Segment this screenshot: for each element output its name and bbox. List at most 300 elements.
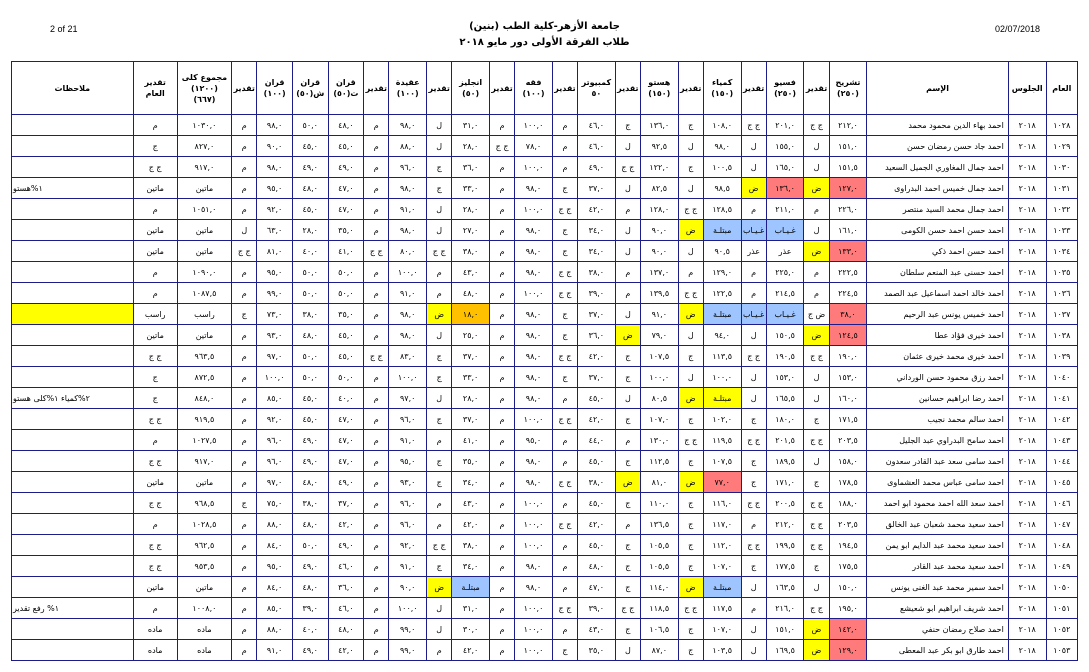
table-cell: ٣٤,٠ <box>578 220 616 241</box>
table-cell: م <box>364 409 389 430</box>
table-cell: ماتين <box>133 241 177 262</box>
table-cell: ٤٨,٠ <box>292 178 328 199</box>
table-cell: ١٦٥,٥ <box>766 388 804 409</box>
table-cell: ج <box>615 493 640 514</box>
table-cell: ٩٨,٠ <box>257 157 293 178</box>
table-cell: ٤١,٠ <box>328 241 364 262</box>
table-cell: ٩٨,٠ <box>515 367 553 388</box>
table-cell: ٤٨,٠ <box>328 619 364 640</box>
table-cell: م <box>489 640 514 661</box>
table-cell: ٢٢٢,٥ <box>829 262 867 283</box>
column-header: تقدير العام <box>133 62 177 115</box>
table-cell: ج <box>552 304 577 325</box>
table-cell: ٤١,٠ <box>452 430 490 451</box>
table-cell: ١٠٧,٠ <box>640 409 678 430</box>
table-cell: ٩٣,٠ <box>257 325 293 346</box>
table-cell: ٢١٤,٥ <box>766 283 804 304</box>
table-cell: ١٠٣٨ <box>1046 325 1077 346</box>
table-cell: ٤٠,٠ <box>292 619 328 640</box>
table-cell: ل <box>427 220 452 241</box>
table-cell: م <box>232 430 257 451</box>
table-cell: ٩٥,٠ <box>257 262 293 283</box>
table-cell: ٩٦,٠ <box>257 430 293 451</box>
table-cell: ج ج <box>678 598 703 619</box>
table-cell: غـيـاب <box>741 220 766 241</box>
table-cell: ٤٦,٠ <box>578 115 616 136</box>
table-cell: ٩٨,٠ <box>389 304 427 325</box>
table-cell: م <box>232 346 257 367</box>
table-cell: م <box>364 367 389 388</box>
notes-cell: ١% رفع تقدير <box>12 598 134 619</box>
table-cell: ٢١٢,٠ <box>829 115 867 136</box>
table-cell: راسب <box>133 304 177 325</box>
table-cell: ١٥٣,٠ <box>766 367 804 388</box>
table-cell: ١١٧,٥ <box>703 598 741 619</box>
table-cell: ٩٨,٠ <box>515 262 553 283</box>
table-cell: ماتين <box>177 577 232 598</box>
table-cell: م <box>741 283 766 304</box>
table-cell: ٩٧,٠ <box>389 388 427 409</box>
table-cell: ض <box>741 178 766 199</box>
table-cell: ٥٠,٠ <box>292 283 328 304</box>
table-cell: ج <box>741 451 766 472</box>
table-cell: ٩٨,٠ <box>515 304 553 325</box>
table-cell: ل <box>427 199 452 220</box>
table-cell: ض <box>804 325 829 346</box>
table-cell: ١٠٠,٠ <box>515 157 553 178</box>
table-cell: ٩٠,٠ <box>640 241 678 262</box>
table-cell: م <box>552 556 577 577</box>
notes-cell <box>12 241 134 262</box>
table-cell: ج ج <box>615 157 640 178</box>
report-date: 02/07/2018 <box>994 24 1040 34</box>
table-cell: ج <box>615 556 640 577</box>
table-cell: م <box>489 262 514 283</box>
table-cell: ج ج <box>133 346 177 367</box>
table-cell: ل <box>615 220 640 241</box>
student-name-cell: احمد جمال محمد السيد منتصر <box>867 199 1009 220</box>
table-cell: ل <box>804 367 829 388</box>
table-cell: م <box>232 451 257 472</box>
table-cell: ١٠٢,٠ <box>703 409 741 430</box>
notes-cell: ٢%كمياء ١%كلى هستو <box>12 388 134 409</box>
table-cell: ١٠٤٣ <box>1046 430 1077 451</box>
table-cell: ١٠٠,٠ <box>389 262 427 283</box>
table-cell: ج <box>615 409 640 430</box>
table-cell: ١٥٠,٥ <box>766 325 804 346</box>
table-cell: ٩٨,٠ <box>515 241 553 262</box>
table-cell: ٤٩,٠ <box>292 451 328 472</box>
table-cell: ٩٨,٠ <box>515 388 553 409</box>
table-cell: ج ج <box>804 598 829 619</box>
table-cell: ج <box>615 619 640 640</box>
table-cell: ١٠٠,٠ <box>389 367 427 388</box>
table-cell: ج <box>552 325 577 346</box>
table-cell: ج ج <box>133 409 177 430</box>
table-cell: ج ج <box>804 514 829 535</box>
table-cell: ماده <box>177 619 232 640</box>
table-cell: ج <box>427 157 452 178</box>
table-cell: غـيـاب <box>741 304 766 325</box>
student-name-cell: احمد حسن احمد ذكي <box>867 241 1009 262</box>
table-cell: ١٠٤٧ <box>1046 514 1077 535</box>
table-cell: ١٢٩,٠ <box>703 262 741 283</box>
table-cell: م <box>427 262 452 283</box>
table-cell: ج <box>427 178 452 199</box>
grades-table <box>11 61 1078 661</box>
table-cell: م <box>552 115 577 136</box>
student-name-cell: احمد سمير محمد عبد الغنى يونس <box>867 577 1009 598</box>
table-cell: م <box>615 283 640 304</box>
table-cell: ماتين <box>133 178 177 199</box>
table-cell: ٨٠,٥ <box>640 388 678 409</box>
column-header: الإسم <box>867 62 1009 115</box>
table-cell: ض <box>804 619 829 640</box>
table-cell: ٢٠١٨ <box>1008 241 1046 262</box>
notes-cell <box>12 346 134 367</box>
table-cell: غـيـاب <box>766 304 804 325</box>
table-cell: م <box>741 514 766 535</box>
notes-cell <box>12 367 134 388</box>
table-cell: م <box>364 451 389 472</box>
table-cell: ٢٠١٨ <box>1008 430 1046 451</box>
table-cell: ٤٢,٠ <box>328 514 364 535</box>
report-title: جامعة الأزهر-كلية الطب (بنين) <box>469 21 620 32</box>
table-cell: ٩٨,٠ <box>515 577 553 598</box>
table-cell: م <box>552 535 577 556</box>
table-cell: ٤٦,٠ <box>328 556 364 577</box>
table-cell: ج ج <box>427 535 452 556</box>
column-header: قران ش(٥٠) <box>292 62 328 115</box>
table-cell: ١٩٩,٥ <box>766 535 804 556</box>
table-cell: ج ج <box>615 598 640 619</box>
column-header: تقدير <box>741 62 766 115</box>
table-cell: ل <box>678 241 703 262</box>
table-cell: ١٠٤٦ <box>1046 493 1077 514</box>
table-cell: ٩٠,٠ <box>640 220 678 241</box>
table-cell: ١٠٤٠ <box>1046 367 1077 388</box>
table-cell: ج <box>678 157 703 178</box>
table-cell: م <box>615 514 640 535</box>
table-cell: ٩٨,٠ <box>389 220 427 241</box>
notes-cell <box>12 157 134 178</box>
table-cell: ٤٩,٠ <box>292 556 328 577</box>
table-cell: ١٠٠,٠ <box>515 115 553 136</box>
table-cell: ج <box>552 241 577 262</box>
column-header: تقدير <box>804 62 829 115</box>
notes-cell <box>12 577 134 598</box>
table-cell: م <box>489 178 514 199</box>
table-cell: ج ج <box>489 136 514 157</box>
table-cell: ماتين <box>177 241 232 262</box>
table-cell: ١١٩,٥ <box>703 430 741 451</box>
table-cell: ٩١,٠ <box>389 199 427 220</box>
table-cell: ٩٥٣,٥ <box>177 556 232 577</box>
student-name-cell: احمد حسن احمد حسن الكومى <box>867 220 1009 241</box>
table-cell: ٨٠,٠ <box>389 241 427 262</box>
table-cell: ٣٧,٠ <box>578 304 616 325</box>
table-cell: ج <box>427 409 452 430</box>
table-cell: م <box>232 388 257 409</box>
table-cell: م <box>489 577 514 598</box>
table-cell: ج <box>804 409 829 430</box>
table-cell: ل <box>804 451 829 472</box>
table-cell: م <box>427 640 452 661</box>
table-cell: ١٠٠,٠ <box>515 640 553 661</box>
notes-cell <box>12 472 134 493</box>
table-cell: ج <box>427 556 452 577</box>
table-cell: ٣٩,٠ <box>578 598 616 619</box>
table-cell: ٤٩,٠ <box>292 640 328 661</box>
table-row <box>12 514 1078 535</box>
table-cell: ل <box>615 388 640 409</box>
table-cell: ١٦٩,٥ <box>766 640 804 661</box>
table-cell: ٩٨,٠ <box>515 178 553 199</box>
table-cell: م <box>489 220 514 241</box>
table-cell: ج ج <box>133 157 177 178</box>
notes-cell <box>12 640 134 661</box>
table-cell: م <box>232 157 257 178</box>
table-cell: ١٠٠٨,٠ <box>177 598 232 619</box>
table-cell: ١٠٥١ <box>1046 598 1077 619</box>
table-cell: مبتلـة <box>703 388 741 409</box>
table-cell: ٤٥,٠ <box>578 388 616 409</box>
table-cell: ل <box>804 157 829 178</box>
table-cell: ٩٨,٠ <box>515 556 553 577</box>
notes-cell <box>12 556 134 577</box>
table-cell: ٨٢,٥ <box>640 178 678 199</box>
table-cell: ٢٠١٨ <box>1008 493 1046 514</box>
table-cell: ١٧١,٠ <box>766 472 804 493</box>
student-name-cell: احمد جمال خميس احمد البدراوى <box>867 178 1009 199</box>
table-cell: ماتين <box>133 472 177 493</box>
table-cell: مبتلـة <box>703 577 741 598</box>
table-cell: ل <box>427 325 452 346</box>
table-cell: ٤٨,٠ <box>292 514 328 535</box>
table-cell: ٩٣,٠ <box>389 472 427 493</box>
table-cell: م <box>364 115 389 136</box>
column-header: تقدير <box>364 62 389 115</box>
table-cell: ٤٥,٠ <box>578 493 616 514</box>
table-cell: ل <box>427 598 452 619</box>
table-cell: ٢٠١٨ <box>1008 199 1046 220</box>
table-cell: عذر <box>766 241 804 262</box>
table-cell: ٣٣,٠ <box>452 367 490 388</box>
table-cell: م <box>741 598 766 619</box>
table-cell: ٤٥,٠ <box>328 325 364 346</box>
table-cell: ٩٨,٠ <box>515 325 553 346</box>
table-cell: ج ج <box>678 430 703 451</box>
table-cell: م <box>364 157 389 178</box>
table-cell: م <box>427 493 452 514</box>
student-name-cell: احمد خيرى فؤاد عطا <box>867 325 1009 346</box>
table-cell: ١٠٣٤ <box>1046 241 1077 262</box>
table-cell: ج ج <box>552 262 577 283</box>
table-cell: ج <box>232 493 257 514</box>
table-cell: م <box>364 325 389 346</box>
table-cell: عذر <box>741 241 766 262</box>
table-cell: ج <box>615 367 640 388</box>
table-cell: ١٠٠,٠ <box>515 199 553 220</box>
table-cell: ٣١,٠ <box>452 115 490 136</box>
table-cell: ١٣٦,٠ <box>766 178 804 199</box>
table-cell: ١١٣,٥ <box>703 346 741 367</box>
table-cell: ١٠٣٠ <box>1046 157 1077 178</box>
table-cell: ل <box>804 136 829 157</box>
table-cell: ل <box>804 577 829 598</box>
table-cell: ١١٨,٥ <box>640 598 678 619</box>
table-row <box>12 493 1078 514</box>
table-cell: م <box>804 262 829 283</box>
table-cell: ١٣٦,٠ <box>640 115 678 136</box>
table-cell: ١٣٩,٥ <box>640 283 678 304</box>
table-cell: ٩٨,٠ <box>389 115 427 136</box>
table-cell: ١٤٢,٠ <box>829 619 867 640</box>
column-header: انجليز (٥٠) <box>452 62 490 115</box>
student-name-cell: احمد رزق محمود حسن الورداني <box>867 367 1009 388</box>
table-cell: ٤٩,٠ <box>328 472 364 493</box>
table-cell: ج <box>678 640 703 661</box>
table-cell: ٤٨,٠ <box>292 577 328 598</box>
table-cell: م <box>364 388 389 409</box>
table-cell: ج ج <box>552 283 577 304</box>
table-cell: م <box>489 451 514 472</box>
table-cell: م <box>364 262 389 283</box>
table-cell: غـيـاب <box>766 220 804 241</box>
table-cell: ل <box>741 640 766 661</box>
table-cell: م <box>133 199 177 220</box>
notes-cell <box>12 115 134 136</box>
table-cell: م <box>489 241 514 262</box>
table-cell: ٩٨,٠ <box>515 472 553 493</box>
table-cell: م <box>615 430 640 451</box>
table-cell: ٢٠١٨ <box>1008 283 1046 304</box>
table-cell: ماتين <box>177 178 232 199</box>
table-cell: ٩٩,٠ <box>389 640 427 661</box>
table-cell: ٣٨,٠ <box>578 262 616 283</box>
notes-cell: ١%هستو <box>12 178 134 199</box>
table-cell: ج <box>133 388 177 409</box>
table-cell: ماده <box>133 619 177 640</box>
table-cell: ٢٠١٨ <box>1008 346 1046 367</box>
table-cell: ٩٧,٠ <box>257 472 293 493</box>
table-cell: ٩٢,٥ <box>640 136 678 157</box>
table-cell: ماتين <box>133 325 177 346</box>
table-cell: ١٦٣,٥ <box>766 577 804 598</box>
table-cell: ض <box>615 472 640 493</box>
table-cell: ١٠٤٢ <box>1046 409 1077 430</box>
table-cell: م <box>232 535 257 556</box>
table-cell: ١٣٣,٠ <box>829 241 867 262</box>
column-header: فقه (١٠٠) <box>515 62 553 115</box>
table-cell: ١٢٨,٥ <box>703 199 741 220</box>
notes-cell <box>12 262 134 283</box>
table-cell: ١٧٨,٥ <box>829 472 867 493</box>
table-cell: ٥٠,٠ <box>292 346 328 367</box>
table-cell: ٣٥,٠ <box>328 304 364 325</box>
table-cell: م <box>489 514 514 535</box>
table-cell: م <box>552 136 577 157</box>
table-cell: ٤٩,٠ <box>328 157 364 178</box>
table-cell: م <box>489 388 514 409</box>
table-cell: ج <box>615 535 640 556</box>
student-name-cell: احمد رضا ابراهيم حسانين <box>867 388 1009 409</box>
table-cell: ٨٥,٠ <box>257 598 293 619</box>
table-cell: م <box>232 136 257 157</box>
notes-cell <box>12 535 134 556</box>
table-cell: ٢٠١٨ <box>1008 640 1046 661</box>
table-row <box>12 241 1078 262</box>
table-cell: ٤٩,٠ <box>578 157 616 178</box>
table-cell: ١٧٧,٥ <box>766 556 804 577</box>
table-cell: ٤٢,٠ <box>452 640 490 661</box>
table-cell: ١٠٠,٠ <box>515 283 553 304</box>
table-cell: ل <box>615 640 640 661</box>
table-row <box>12 346 1078 367</box>
table-cell: م <box>232 640 257 661</box>
table-cell: م <box>489 199 514 220</box>
table-cell: م <box>489 472 514 493</box>
table-cell: ٢٠١٨ <box>1008 514 1046 535</box>
table-row <box>12 325 1078 346</box>
student-name-cell: احمد جاد حسن رمضان حسن <box>867 136 1009 157</box>
table-cell: ٢٠١٨ <box>1008 157 1046 178</box>
table-cell: مبتلـة <box>703 304 741 325</box>
table-cell: ٤٨,٠ <box>578 556 616 577</box>
table-cell: ٩٨,٠ <box>515 220 553 241</box>
table-row <box>12 409 1078 430</box>
table-cell: ٣١,٠ <box>452 598 490 619</box>
table-cell: ج <box>741 472 766 493</box>
table-cell: ١٣٠,٠ <box>640 430 678 451</box>
table-row <box>12 136 1078 157</box>
table-cell: ٤٣,٠ <box>452 262 490 283</box>
table-cell: ٣٨,٠ <box>829 304 867 325</box>
table-cell: ١١٦,٠ <box>703 493 741 514</box>
table-cell: ٨٤,٠ <box>257 577 293 598</box>
table-cell: ١٠٣١ <box>1046 178 1077 199</box>
table-cell: ٩٨,٠ <box>389 178 427 199</box>
student-name-cell: احمد شريف ابراهيم ابو شعيشع <box>867 598 1009 619</box>
table-cell: ج ج <box>133 556 177 577</box>
table-cell: ج ج <box>133 535 177 556</box>
table-cell: ٤٧,٠ <box>328 451 364 472</box>
table-cell: ١٠٥٠ <box>1046 577 1077 598</box>
table-cell: ٢٠١٨ <box>1008 220 1046 241</box>
table-cell: ل <box>427 136 452 157</box>
table-cell: ٩٦,٠ <box>389 514 427 535</box>
student-name-cell: احمد سعيد محمد عبد الدايم ابو يمن <box>867 535 1009 556</box>
table-cell: ٤٧,٠ <box>328 178 364 199</box>
table-cell: ج <box>552 367 577 388</box>
table-cell: م <box>615 199 640 220</box>
student-name-cell: احمد طارق ابو بكر عبد المعطى <box>867 640 1009 661</box>
table-cell: ٤٢,٠ <box>578 199 616 220</box>
table-cell: ٤٢,٠ <box>578 409 616 430</box>
table-cell: ج <box>552 640 577 661</box>
table-cell: ٨٨,٠ <box>257 514 293 535</box>
table-cell: ٤٥,٠ <box>578 451 616 472</box>
table-cell: ٧٧,٠ <box>703 472 741 493</box>
table-cell: ٤٢,٠ <box>578 514 616 535</box>
table-cell: ماده <box>177 640 232 661</box>
table-cell: ٩٨,٠ <box>515 346 553 367</box>
table-cell: ٩٢,٠ <box>389 535 427 556</box>
table-cell: م <box>232 556 257 577</box>
table-cell: ٤٢,٠ <box>452 514 490 535</box>
table-cell: ض <box>678 220 703 241</box>
table-cell: م <box>232 325 257 346</box>
